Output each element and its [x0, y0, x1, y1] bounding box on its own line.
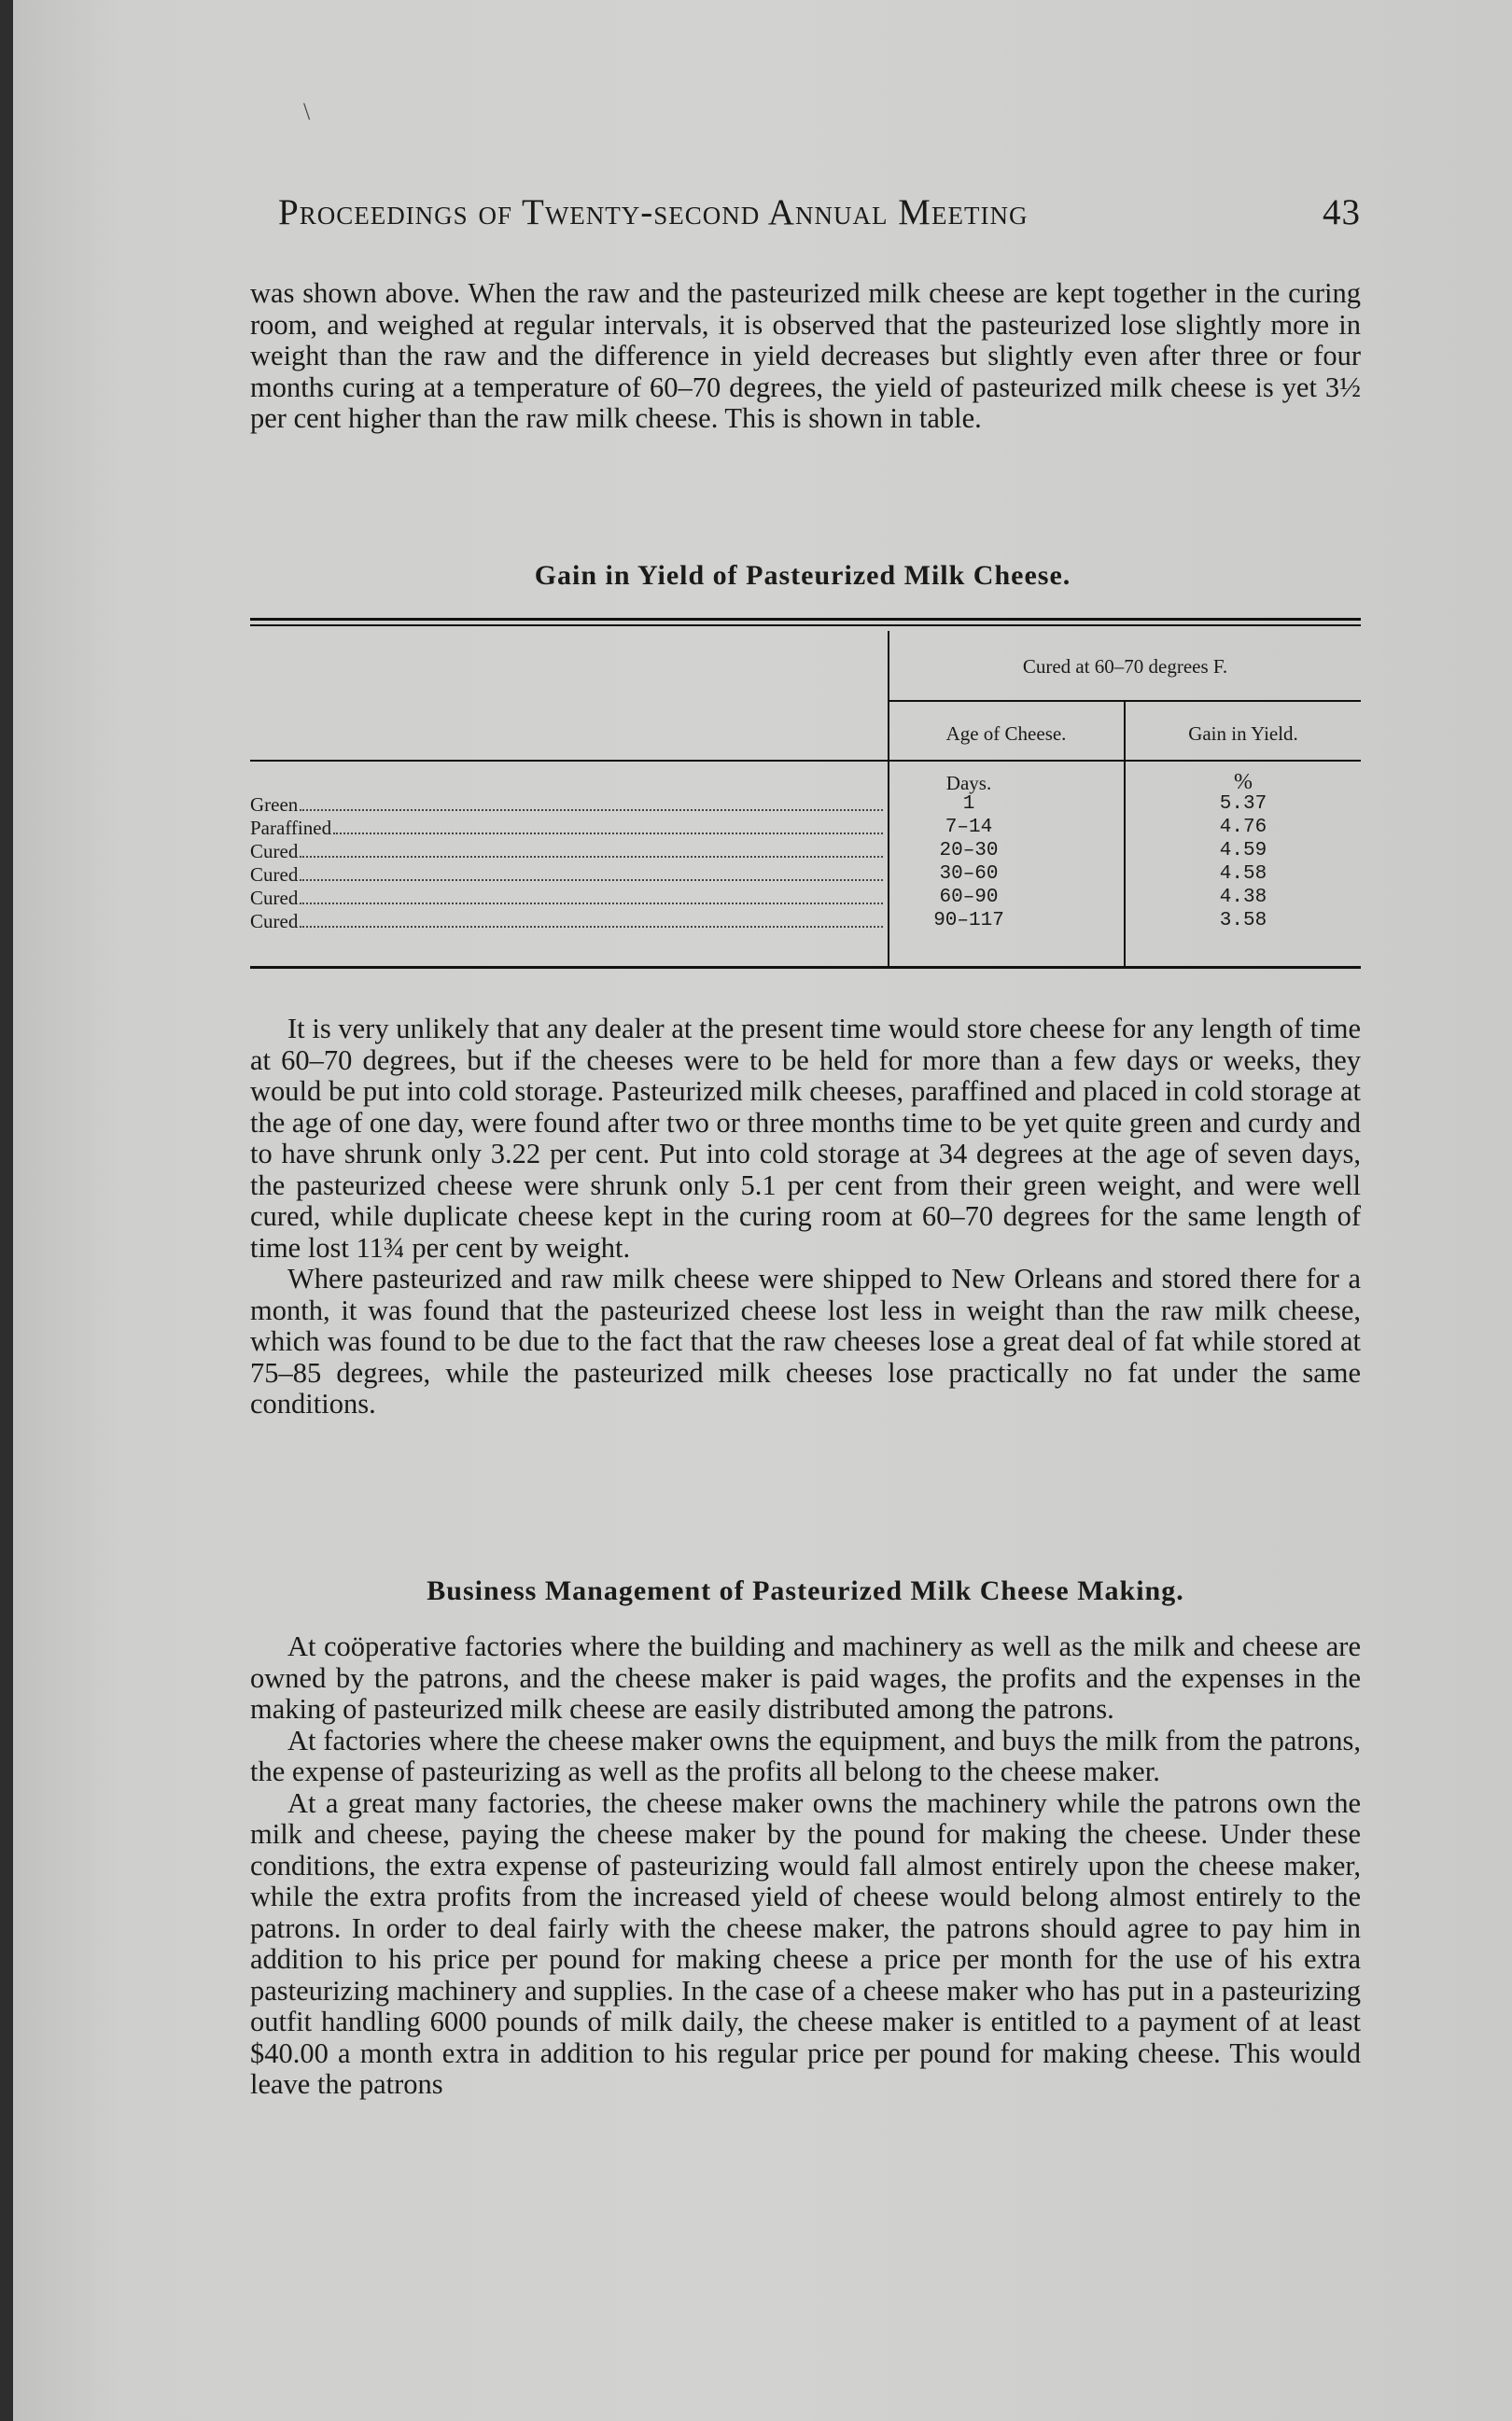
table-row-age: 7–14	[945, 817, 993, 838]
stray-mark: \	[303, 98, 311, 125]
business-paragraph-1: At coöperative factories where the building and machinery as well as the milk and cheese are owned by the patrons, and the cheese maker is paid wages, the profits and the expenses in the making of pasteurized milk cheese are easily distributed among the patrons.	[250, 1630, 1361, 1725]
business-section	[250, 1631, 1361, 2101]
running-header	[278, 191, 1361, 233]
table-row-age: 1	[962, 793, 975, 815]
business-heading: Business Management of Pasteurized Milk Cheese Making.	[427, 1575, 1184, 1606]
page-number: 43	[1323, 192, 1361, 232]
table-row-gain: 4.58	[1219, 863, 1267, 885]
yield-table	[250, 618, 1361, 971]
table-top-rule-2	[250, 624, 1361, 626]
table-head-rule	[250, 760, 1361, 762]
storage-paragraph-1: It is very unlikely that any dealer at the present time would store cheese for any length of time at 60–70 degrees, but if the cheeses were to be held for more than a few days or weeks, they would be put into cold storage. Pasteurized milk cheeses, paraffined and placed in cold storage at the age of one day, were found after two or three months time to be yet quite green and curdy and to have shrunk only 3.22 per cent. Put into cold storage at 34 degrees at the age of seven days, the pasteurized cheese were shrunk only 5.1 per cent from their green weight, and were well cured, while duplicate cheese kept in the curing room at 60–70 degrees for the same length of time lost 11¾ per cent by weight.	[250, 1013, 1361, 1264]
table-row-gain: 4.76	[1219, 817, 1267, 838]
unit-age: Days.	[945, 772, 992, 794]
table-row-gain: 4.59	[1219, 840, 1267, 861]
storage-paragraph-2: Where pasteurized and raw milk cheese were shipped to New Orleans and stored there for a month, it was found that the pasteurized cheese lost less in weight than the raw milk cheese, which was found to be due to the fact that the raw cheeses lose a great deal of fat while stored at 75–85 degrees, while the pasteurized milk cheeses lose practically no fat under the same conditions.	[250, 1263, 1361, 1420]
unit-gain: %	[1234, 770, 1253, 794]
group-header: Cured at 60–70 degrees F.	[1022, 655, 1228, 678]
storage-section	[250, 1014, 1361, 1420]
table-bottom-rule	[250, 966, 1361, 969]
table-title: Gain in Yield of Pasteurized Milk Cheese.	[534, 560, 1071, 591]
intro-paragraph-block	[250, 278, 1361, 435]
table-row-label: Cured	[250, 863, 885, 887]
table-row-age: 30–60	[939, 863, 999, 885]
running-title: Proceedings of Twenty-second Annual Meeting	[278, 192, 1029, 232]
business-paragraph-3: At a great many factories, the cheese maker owns the machinery while the patrons own the milk and cheese, paying the cheese maker by the pound for making the cheese. Under these conditions, the extra expense of pasteurizing would fall almost entirely upon the cheese maker, while the extra profits from the increased yield of cheese would belong almost entirely to the patrons. In order to deal fairly with the cheese maker, the patrons should agree to pay him in addition to his price per pound for making cheese a price per month for the use of his extra pasteurizing machinery and supplies. In the case of a cheese maker who has put in a pasteurizing outfit handling 6000 pounds of milk daily, the cheese maker is entitled to a payment of at least $40.00 a month extra in addition to his regular price per pound for making cheese. This would leave the patrons	[250, 1786, 1361, 2100]
table-row-label: Paraffined	[250, 817, 885, 840]
col-gain-header: Gain in Yield.	[1188, 722, 1298, 745]
table-row-age: 90–117	[933, 910, 1004, 931]
table-row-label: Cured	[250, 840, 885, 863]
table-row-age: 20–30	[939, 840, 999, 861]
table-row-gain: 3.58	[1219, 910, 1267, 931]
col-age-header: Age of Cheese.	[945, 722, 1067, 745]
table-top-rule-1	[250, 618, 1361, 621]
table-row-label: Cured	[250, 887, 885, 910]
book-spine-edge	[0, 0, 13, 2421]
table-row-label: Green	[250, 793, 885, 817]
table-row-label: Cured	[250, 910, 885, 933]
table-row-gain: 5.37	[1219, 793, 1267, 815]
table-row-gain: 4.38	[1219, 887, 1267, 908]
business-paragraph-2: At factories where the cheese maker owns the equipment, and buys the milk from the patrons, the expense of pasteurizing as well as the profits all belong to the cheese maker.	[250, 1724, 1361, 1787]
table-row-age: 60–90	[939, 887, 999, 908]
intro-paragraph: was shown above. When the raw and the pasteurized milk cheese are kept together in the curing room, and weighed at regular intervals, it is observed that the pasteurized lose slightly more in weight than the raw and the difference in yield decreases but slightly even after three or four months curing at a temperature of 60–70 degrees, the yield of pasteurized milk cheese is yet 3½ per cent higher than the raw milk cheese. This is shown in table.	[250, 277, 1361, 434]
